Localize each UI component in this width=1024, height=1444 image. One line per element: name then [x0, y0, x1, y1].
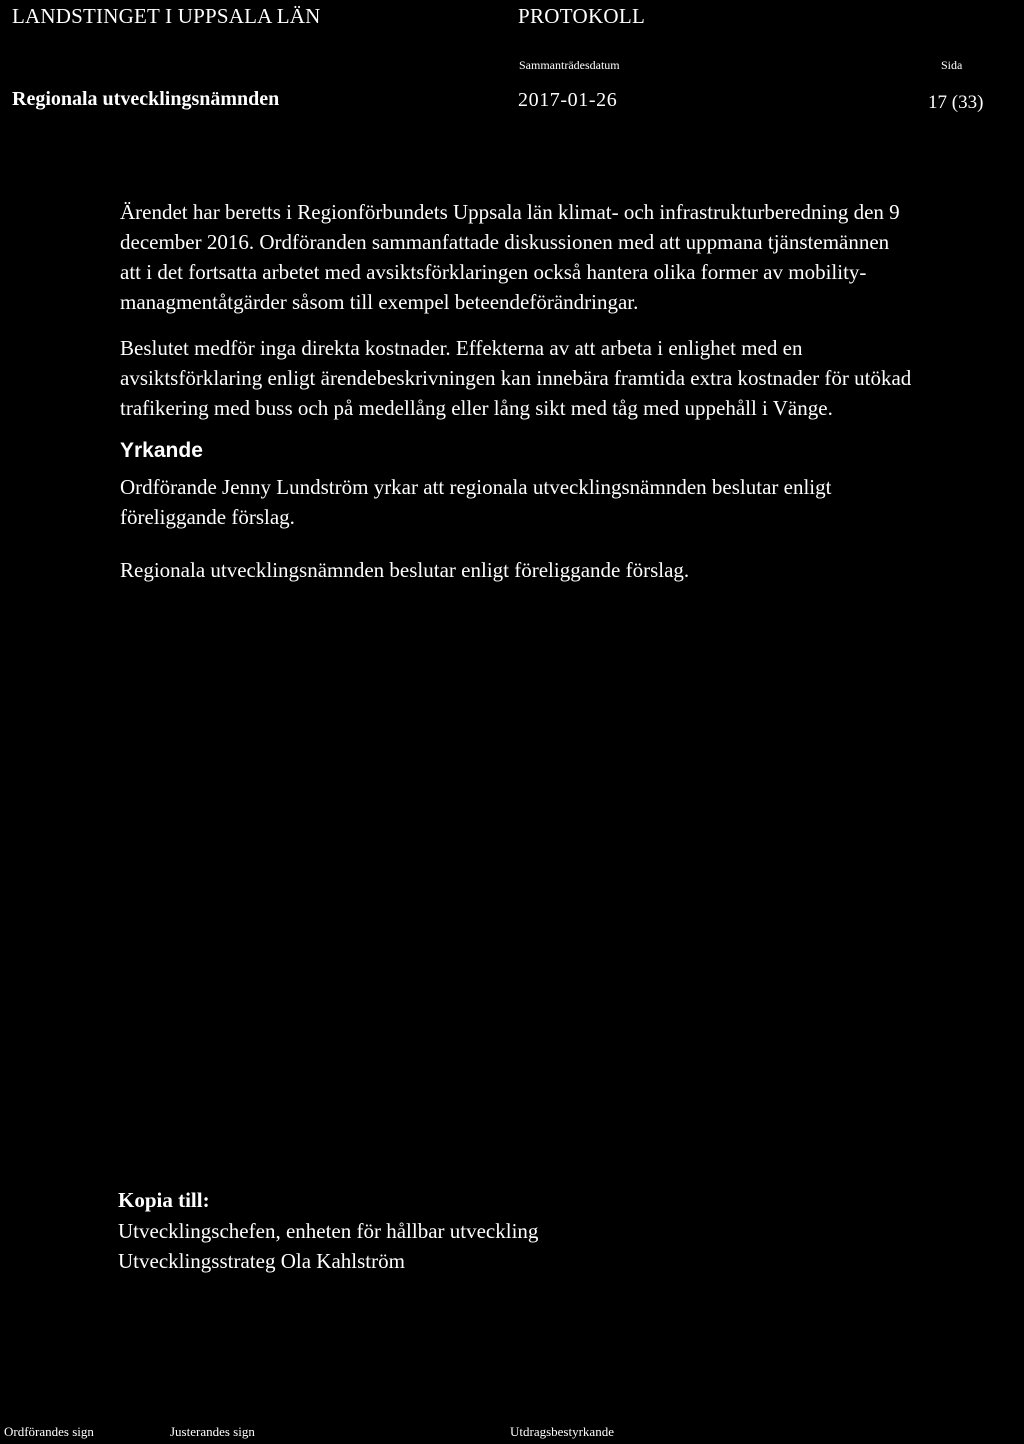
text-line: att i det fortsatta arbetet med avsiktsförklaringen också hantera olika former av mobility- [120, 260, 867, 284]
extract-certification-label: Utdragsbestyrkande [510, 1424, 614, 1439]
text-line: Regionala utvecklingsnämnden beslutar enligt föreliggande förslag. [120, 558, 690, 582]
adjuster-signature-label: Justerandes sign [170, 1424, 255, 1439]
text-line: Ärendet har beretts i Regionförbundets Uppsala län klimat- och infrastrukturberedning den 9 [120, 200, 900, 224]
copy-to-heading: Kopia till: [118, 1188, 210, 1212]
meeting-date-label: Sammanträdesdatum [519, 58, 620, 72]
meeting-date-value: 2017-01-26 [518, 89, 618, 111]
copy-to-recipients [118, 1216, 538, 1276]
recipient-line: Utvecklingsstrateg Ola Kahlström [118, 1249, 405, 1273]
section-heading-yrkande: Yrkande [120, 439, 203, 462]
text-line: managmentåtgärder såsom till exempel beteendeförändringar. [120, 290, 639, 314]
page-number: 17 (33) [928, 92, 984, 113]
text-line: Beslutet medför inga direkta kostnader. Effekterna av att arbeta i enlighet med en [120, 336, 803, 360]
text-line: Ordförande Jenny Lundström yrkar att regionala utvecklingsnämnden beslutar enligt [120, 475, 832, 499]
committee-name: Regionala utvecklingsnämnden [12, 88, 280, 110]
paragraph-motion [120, 472, 831, 532]
chair-signature-label: Ordförandes sign [4, 1424, 94, 1439]
recipient-line: Utvecklingschefen, enheten för hållbar utveckling [118, 1219, 539, 1243]
page-label: Sida [941, 58, 963, 72]
text-line: avsiktsförklaring enligt ärendebeskrivningen kan innebära framtida extra kostnader för utökad [120, 366, 912, 390]
paragraph-decision [120, 555, 689, 585]
organization-name: LANDSTINGET I UPPSALA LÄN [12, 4, 321, 28]
paragraph-costs [120, 333, 911, 423]
text-line: trafikering med buss och på medellång eller lång sikt med tåg med uppehåll i Vänge. [120, 396, 833, 420]
paragraph-preparation [120, 197, 900, 317]
text-line: december 2016. Ordföranden sammanfattade diskussionen med att uppmana tjänstemännen [120, 230, 890, 254]
document-type: PROTOKOLL [518, 4, 646, 28]
text-line: föreliggande förslag. [120, 505, 295, 529]
